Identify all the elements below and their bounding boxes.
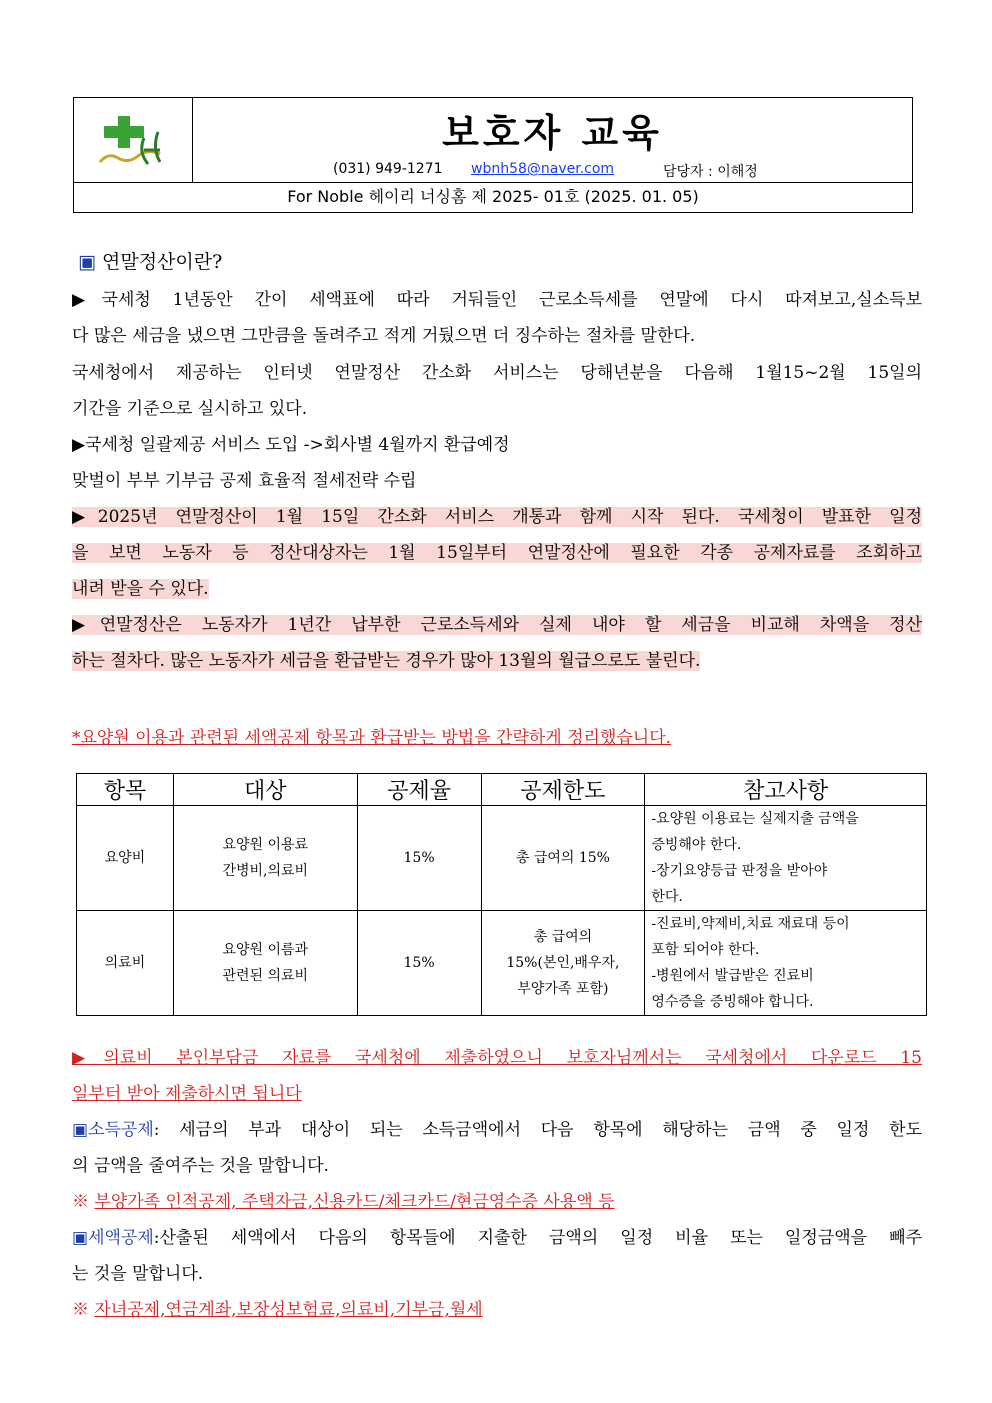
logo-cell [74,98,193,182]
income-examples: ※ 부양가족 인적공제, 주택자금,신용카드/체크카드/현금영수증 사용액 등 [72,1192,615,1212]
table-header-row [77,774,927,806]
body-line: ▶국세청 1년동안 간이 세액표에 따라 거둬들인 근로소득세를 연말에 다시 따져보고,실소득보 [72,290,922,310]
table-cell: 요양원 이용료 간병비,의료비 [173,806,357,911]
table-cell: 15% [357,806,481,911]
header-box [73,97,913,213]
red-notice-line: ▶의료비 본인부담금 자료를 국세청에 제출하였으니 보호자님께서는 국세청에서 다운로드 15 [72,1048,922,1068]
table-header: 공제율 [357,774,481,806]
note-mark-icon: ※ [72,1192,89,1212]
staff-name: 담당자 : 이해정 [663,164,758,180]
income-deduction-line: ▣소득공제: 세금의 부과 대상이 되는 소득금액에서 다음 항목에 해당하는 금액 중 일정 한도 [72,1120,922,1140]
income-deduction-label: 소득공제 [88,1120,154,1140]
page-title: 보호자 교육 [442,111,663,155]
square-bullet-icon: ▣ [72,1120,89,1140]
tax-credit-label: 세액공제 [88,1228,154,1248]
table-header: 항목 [77,774,174,806]
section-heading [78,244,928,280]
body-line: 다 많은 세금을 냈으면 그만큼을 돌려주고 적게 거뒀으면 더 징수하는 절차를 말한다. [72,326,696,346]
table-row [77,806,927,911]
table-cell: 요양비 [77,806,174,911]
header-top [193,98,912,182]
highlight-line: 을 보면 노동자 등 정산대상자는 1월 15일부터 연말정산에 필요한 각종 공제자료를 조회하고 [72,543,922,563]
table-cell: 의료비 [77,911,174,1016]
highlight-line: 하는 절차다. 많은 노동자가 세금을 환급받는 경우가 많아 13월의 월급으로도 불린다. [72,651,701,671]
body-line: 맞벌이 부부 기부금 공제 효율적 절세전략 수립 [72,471,417,491]
notice-line: *요양원 이용과 관련된 세액공제 항목과 환급받는 방법을 간략하게 정리했습니다. [72,728,672,748]
square-bullet-icon: ▣ [72,1228,89,1248]
income-deduction-line: 의 금액을 줄여주는 것을 말합니다. [72,1156,329,1176]
body-line: ▶국세청 일괄제공 서비스 도입 ->회사별 4월까지 환급예정 [72,435,510,455]
highlight-line: 내려 받을 수 있다. [72,579,209,599]
tax-credit-line: 는 것을 말합니다. [72,1264,204,1284]
tax-credit-line: ▣세액공제:산출된 세액에서 다음의 항목들에 지출한 금액의 일정 비율 또는 일정금액을 빼주 [72,1228,922,1248]
section-heading-text: 연말정산이란? [102,251,223,273]
table-row [77,911,927,1016]
deduction-table [76,773,927,1016]
table-header: 공제한도 [481,774,645,806]
table-cell: 총 급여의 15% [481,806,645,911]
highlight-line: ▶2025년 연말정산이 1월 15일 간소화 서비스 개통과 함께 시작 된다. 국세청이 발표한 일정 [72,507,922,527]
table-cell: -요양원 이용료는 실제지출 금액을 증빙해야 한다. -장기요양등급 판정을 받아야 한다. [645,806,927,911]
tax-examples: ※ 자녀공제,연금계좌,보장성보험료,의료비,기부금,월세 [72,1300,483,1320]
highlight-line: ▶연말정산은 노동자가 1년간 납부한 근로소득세와 실제 내야 할 세금을 비교해 차액을 정산 [72,615,922,635]
square-bullet-icon: ▣ [78,251,96,273]
phone-number: (031) 949-1271 [333,161,443,177]
red-notice-line: 일부터 받아 제출하시면 됩니다 [72,1084,302,1104]
table-header: 대상 [173,774,357,806]
logo-icon [74,98,193,182]
note-mark-icon: ※ [72,1300,89,1320]
body-line: 국세청에서 제공하는 인터넷 연말정산 간소화 서비스는 당해년분을 다음해 1월15~2월 15일의 [72,363,922,383]
table-cell: 요양원 이름과 관련된 의료비 [173,911,357,1016]
email-link[interactable]: wbnh58@naver.com [471,161,615,177]
issue-line: For Noble 헤이리 너싱홈 제 2025- 01호 (2025. 01. 05) [74,182,912,213]
table-cell: 15% [357,911,481,1016]
body-line: 기간을 기준으로 실시하고 있다. [72,399,308,419]
table-header: 참고사항 [645,774,927,806]
table-cell: 총 급여의 15%(본인,배우자, 부양가족 포함) [481,911,645,1016]
table-cell: -진료비,약제비,치료 재료대 등이 포함 되어야 한다. -병원에서 발급받은 진료비 영수증을 증빙해야 합니다. [645,911,927,1016]
